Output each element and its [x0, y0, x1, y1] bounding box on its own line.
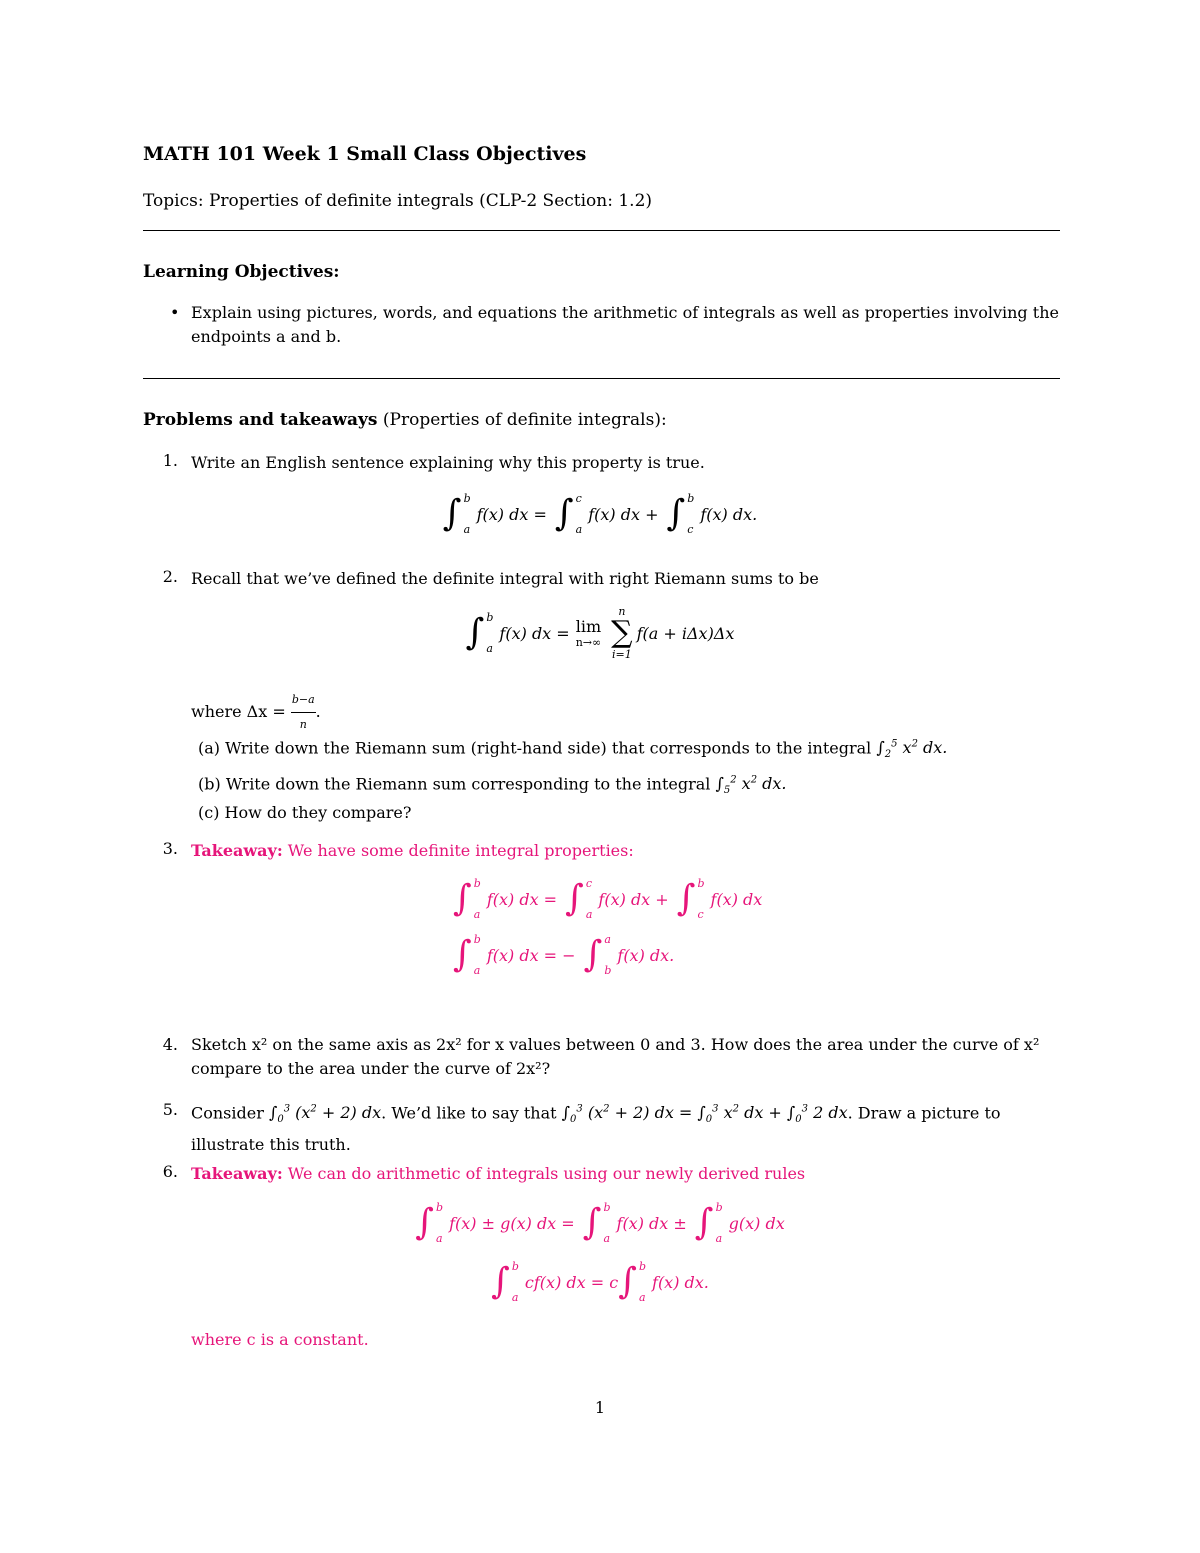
- where-delta: where Δx = $\frac{b-a}{n}$ .: [191, 688, 321, 737]
- constant-note: where c is a constant.: [191, 1330, 369, 1349]
- problem-number: 4.: [162, 1035, 178, 1054]
- problems-heading-bold: Problems and takeaways: [143, 410, 378, 430]
- problem-number: 3.: [162, 839, 178, 858]
- problem-text: Consider $\int_0^3$ $(x^2 + 2)$ dx. We’d like to say that $\int_0^3$ $(x^2 + 2)$ dx = $\int_0^3$ $x^2$ dx + $\int_0^3$ 2 dx. Draw a picture to illustrate this truth.: [191, 1103, 1001, 1154]
- problem-5-a: Consider: [191, 1103, 264, 1123]
- takeaway-equations: ∫ b a f(x) dx = ∫ c a f(x) dx + ∫ b c f(x) dx ∫ b a f(x) dx = − ∫ a b f(x) dx.: [453, 877, 763, 977]
- equation-additivity: ∫ b a f(x) dx = ∫ c a f(x) dx + ∫ b c f(x) dx.: [442, 492, 758, 536]
- problem-number: 2.: [162, 567, 178, 586]
- problem-text: Recall that we’ve defined the definite integral with right Riemann sums to be: [191, 569, 819, 588]
- problems-heading-rest: (Properties of definite integrals):: [377, 410, 667, 430]
- page-number: 1: [594, 1398, 606, 1417]
- takeaway-line: [191, 1162, 805, 1186]
- subproblem-b: (b) Write down the Riemann sum corresponding to the integral $\int_5^2$ $x^2$ dx.: [198, 774, 787, 797]
- takeaway-label: Takeaway:: [191, 841, 283, 860]
- subproblem-a-text: (a) Write down the Riemann sum (right-hand side) that corresponds to the integral: [198, 738, 872, 758]
- takeaway-label: Takeaway:: [191, 1164, 283, 1183]
- problem-text: Sketch x² on the same axis as 2x² for x values between 0 and 3. How does the area under the curve of x² compare to the area under the curve of 2x²?: [191, 1035, 1040, 1078]
- problem-text: Write an English sentence explaining why this property is true.: [191, 453, 705, 472]
- problem-number: 1.: [162, 451, 178, 470]
- problem-number: 6.: [162, 1162, 178, 1181]
- takeaway-text: We have some definite integral properties:: [282, 841, 634, 860]
- problems-heading: [143, 410, 667, 430]
- divider: [143, 230, 1060, 231]
- subproblem-b-text: (b) Write down the Riemann sum corresponding to the integral: [198, 774, 711, 794]
- bullet-icon: •: [170, 303, 180, 322]
- page-title: MATH 101 Week 1 Small Class Objectives: [143, 143, 587, 165]
- subproblem-c: (c) How do they compare?: [198, 803, 412, 822]
- topics-line: Topics: Properties of definite integrals (CLP-2 Section: 1.2): [143, 191, 653, 211]
- divider: [143, 378, 1060, 379]
- objective-text: Explain using pictures, words, and equations the arithmetic of integrals as well as properties involving the endpoints a and b.: [191, 303, 1059, 346]
- problem-5-b: . We’d like to say that: [381, 1103, 557, 1123]
- problem-number: 5.: [162, 1100, 178, 1119]
- problem-5-c: . Draw a picture to illustrate this truth.: [191, 1103, 1001, 1154]
- subproblem-a: (a) Write down the Riemann sum (right-hand side) that corresponds to the integral $\int_2^5$ $x^2$ dx.: [198, 738, 948, 761]
- takeaway-text: We can do arithmetic of integrals using our newly derived rules: [282, 1164, 806, 1183]
- where-label: where Δx =: [191, 702, 286, 721]
- equation-constant-rule: ∫ b a cf(x) dx = c ∫ b a f(x) dx.: [491, 1260, 709, 1304]
- learning-objectives-heading: Learning Objectives:: [143, 262, 340, 282]
- takeaway-line: [191, 839, 634, 863]
- equation-sum-rule: ∫ b a f(x) ± g(x) dx = ∫ b a f(x) dx ± ∫ b a g(x) dx: [415, 1201, 785, 1245]
- equation-riemann: ∫ b a f(x) dx = lim n→∞ n ∑ i=1 f(a + iΔx)Δx: [465, 605, 735, 661]
